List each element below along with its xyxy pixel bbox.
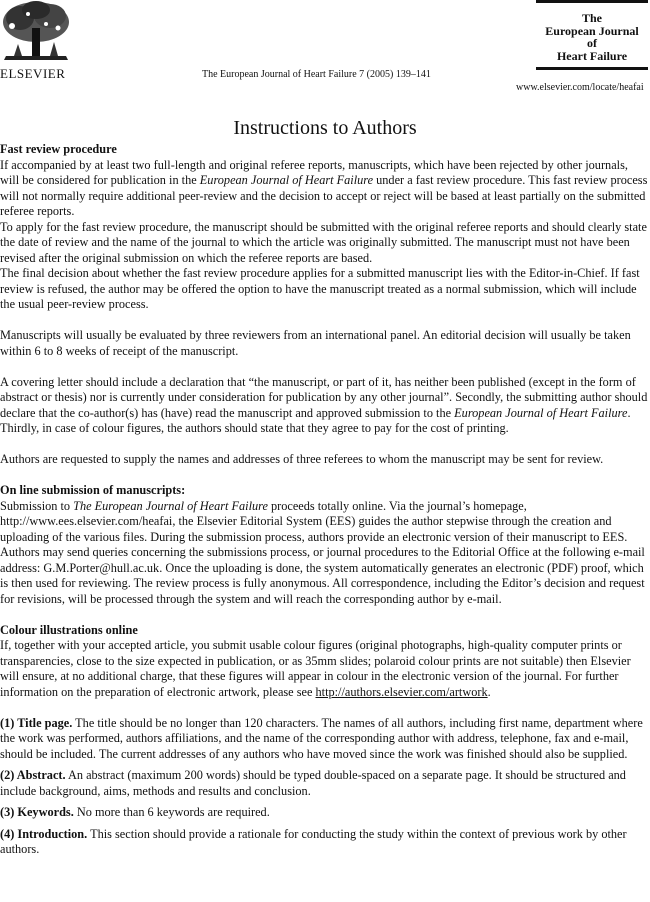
journal-name: The European Journal of Heart Failure: [73, 498, 268, 513]
journal-title-box: [536, 0, 648, 70]
journal-url-link[interactable]: www.elsevier.com/locate/heafai: [516, 82, 644, 93]
paragraph: If accompanied by at least two full-length and original referee reports, manuscripts, which have been rejected by other journals, will be considered for publication in the European Journal of Heart Failure under a fast review procedure. This fast review process will not normally require additional peer-review and the decision to accept or reject will be based at least partially on the submitted referee reports.: [0, 157, 648, 218]
section-heading: Fast review procedure: [0, 142, 117, 156]
colour-illustrations-section: [0, 623, 650, 701]
paragraph: Manuscripts will usually be evaluated by three reviewers from an international panel. An editorial decision will usually be taken within 6 to 8 weeks of receipt of the manuscript.: [0, 328, 631, 358]
paragraph: A covering letter should include a declaration that “the manuscript, or part of it, has neither been published (except in the form of abstract or thesis) nor is currently under consideration for publication by any other journal”. Secondly, the submitting author should declare that the co-author(s) has (have) read the manuscript and approved submission to the European Journal of Heart Failure. Thirdly, in case of colour figures, the authors should state that they agree to pay for the cost of printing.: [0, 374, 648, 435]
publisher-name: ELSEVIER: [0, 66, 66, 81]
journal-title-line: European Journal: [545, 23, 639, 38]
journal-citation: The European Journal of Heart Failure 7 (2005) 139–141: [202, 69, 431, 80]
journal-title-line: Heart Failure: [556, 48, 628, 63]
section-heading: Colour illustrations online: [0, 622, 138, 637]
paragraph: The final decision about whether the fast review procedure applies for a submitted manuscript lies with the Editor-in-Chief. If fast review is refused, the author may be offered the option to have the manuscript treated as a normal submission, which will include the usual peer-review process.: [0, 266, 640, 311]
paragraph: If, together with your accepted article, you submit usable colour figures (original photographs, high-quality computer prints or transparencies, close to the size expected in publication, or as 35mm slides; polaroid colour prints are not suitable) then Elsevier will ensure, at no additional charge, that these figures will appear in colour in the electronic version of the journal. For further information on the preparation of electronic artwork, please see http://authors.elsevier.com/artwork.: [0, 638, 631, 699]
paragraph: Authors are requested to supply the names and addresses of three referees to whom the manuscript may be sent for review.: [0, 452, 604, 466]
paragraph: Submission to The European Journal of Heart Failure proceeds totally online. Via the journal’s homepage, http://www.ees.elsevier.com/heafai, the Elsevier Editorial System (EES) guides the author stepwise through the creation and uploading of the various files. During the submission process, authors provide an electronic version of their manuscript to EES. Authors may send queries concerning the submissions process, or journal procedures to the Editorial Office at the following e-mail address: G.M.Porter@hull.ac.uk. Once the uploading is done, the system automatically generates an electronic (PDF) proof, which is then used for reviewing. The review process is fully anonymous. All correspondence, including the Editor’s decision and request for revisions, will be processed through the system and will reach the corresponding author by e-mail.: [0, 498, 645, 606]
fast-review-section: [0, 142, 650, 313]
section-paragraph: (4) Introduction. This section should provide a rationale for conducting the study within the context of previous work by other authors.: [0, 826, 627, 856]
journal-title-line: The: [581, 11, 602, 25]
online-submission-section: [0, 483, 650, 607]
article-body: [0, 142, 650, 858]
journal-name: European Journal of Heart Failure: [199, 173, 374, 187]
section-paragraph: (1) Title page. The title should be no longer than 120 characters. The names of all authors, including first name, department where the work was performed, authors affiliations, and the name of the corresponding author with address, telephone, fax and e-mail, should be included. The current addresses of any authors who have moved since the work was finished should also be supplied.: [0, 715, 643, 761]
page-title: Instructions to Authors: [233, 117, 417, 140]
section-paragraph: (3) Keywords. No more than 6 keywords are required.: [0, 805, 270, 819]
section-paragraph: (2) Abstract. An abstract (maximum 200 words) should be typed double-spaced on a separate page. It should be structured and include background, aims, methods and results and conclusion.: [0, 768, 626, 798]
journal-title-line: of: [587, 36, 597, 50]
journal-name: European Journal of Heart Failure: [454, 405, 628, 420]
artwork-link[interactable]: http://authors.elsevier.com/artwork: [315, 684, 488, 699]
paragraph: To apply for the fast review procedure, the manuscript should be submitted with the original referee reports and should clearly state the date of review and the name of the journal to which the article was originally submitted. The manuscript must not have been revised after the original submission on which the referee reports are based.: [0, 219, 647, 265]
tree-icon: [0, 0, 72, 64]
section-heading: On line submission of manuscripts:: [0, 483, 186, 497]
